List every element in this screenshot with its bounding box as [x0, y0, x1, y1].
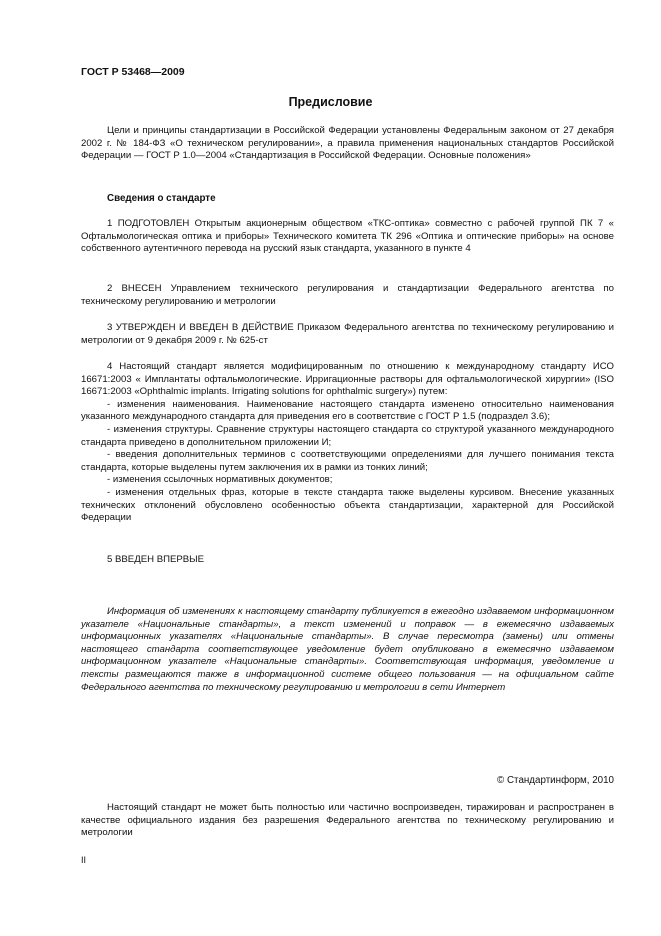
copyright-line: © Стандартинформ, 2010: [497, 775, 614, 786]
item-4-text: 4 Настоящий стандарт является модифицированным по отношению к международному стандарту ИСО 16671:2003 « Имплантаты офтальмологические. Ирригационные растворы для офтальмологической хирургии» (ISO 16671:2003 «Ophthalmic implants. Irrigating solutions for ophthalmic surgery») путем:: [81, 361, 614, 398]
section-subtitle: Сведения о стандарте: [107, 193, 216, 204]
item-4-bullet-2: - изменения структуры. Сравнение структуры настоящего стандарта со структурой указанного международного стандарта приведено в дополнительном приложении И;: [81, 423, 614, 448]
notice-text: Информация об изменениях к настоящему стандарту публикуется в ежегодно издаваемом информационном указателе «Национальные стандарты», а текст изменений и поправок — в ежемесячно издаваемых информационных указателях «Национальные стандарты». В случае пересмотра (замены) или отмены настоящего стандарта соответствующее уведомление будет опубликовано в ежемесячно издаваемом информационном указателе «Национальные стандарты». Соответствующая информация, уведомление и тексты размещаются также в информационной системе общего пользования — на официальном сайте Федерального агентства по техническому регулированию и метрологии в сети Интернет: [81, 606, 614, 693]
item-5-text: 5 ВВЕДЕН ВПЕРВЫЕ: [107, 554, 205, 565]
doc-number-header: ГОСТ Р 53468—2009: [81, 66, 185, 78]
item-2-text: 2 ВНЕСЕН Управлением технического регулирования и стандартизации Федерального агентства по техническому регулированию и метрологии: [81, 283, 614, 307]
rights-paragraph: [81, 802, 614, 840]
item-2: [81, 283, 614, 308]
item-4-bullet-3: - введения дополнительных терминов с соответствующими определениями для лучшего понимания текста стандарта, которые выделены путем заключения их в рамки из тонких линий;: [81, 449, 614, 473]
page-number: II: [81, 855, 87, 865]
item-5: [81, 554, 614, 567]
item-1: [81, 218, 614, 256]
item-4: [81, 361, 614, 525]
intro-text: Цели и принципы стандартизации в Российской Федерации установлены Федеральным законом от 27 декабря 2002 г. № 184-ФЗ «О техническом регулировании», а правила применения национальных стандартов Российской Федерации — ГОСТ Р 1.0—2004 «Стандартизация в Российской Федерации. Основные положения»: [81, 125, 614, 162]
item-3-text: 3 УТВЕРЖДЕН И ВВЕДЕН В ДЕЙСТВИЕ Приказом Федерального агентства по техническому регулированию и метрологии от 9 декабря 2009 г. № 625-ст: [81, 322, 614, 346]
item-4-bullet-4: - изменения ссылочных нормативных документов;: [107, 474, 333, 486]
notice-paragraph: [81, 606, 614, 694]
page-title: Предисловие: [288, 95, 373, 109]
item-4-bullet-1: - изменения наименования. Наименование настоящего стандарта изменено относительно наименования указанного международного стандарта для приведения его в соответствие с ГОСТ Р 1.5 (подраздел 3.6);: [81, 398, 614, 423]
item-3: [81, 322, 614, 347]
rights-text: Настоящий стандарт не может быть полностью или частично воспроизведен, тиражирован и распространен в качестве официального издания без разрешения Федерального агентства по техническому регулированию и метрологии: [81, 802, 614, 839]
item-1-text: 1 ПОДГОТОВЛЕН Открытым акционерным обществом «ТКС-оптика» совместно с рабочей группой ПК 7 « Офтальмологическая оптика и приборы» Технического комитета ТК 296 «Оптика и оптические приборы» на основе собственного аутентичного перевода на русский язык стандарта, указанного в пункте 4: [81, 218, 614, 255]
item-4-bullet-5: - изменения отдельных фраз, которые в тексте стандарта также выделены курсивом. Внесение указанных технических отклонений обусловлено особенностью объекта стандартизации, характерной для Российской Федерации: [81, 486, 614, 524]
intro-paragraph: [81, 125, 614, 163]
